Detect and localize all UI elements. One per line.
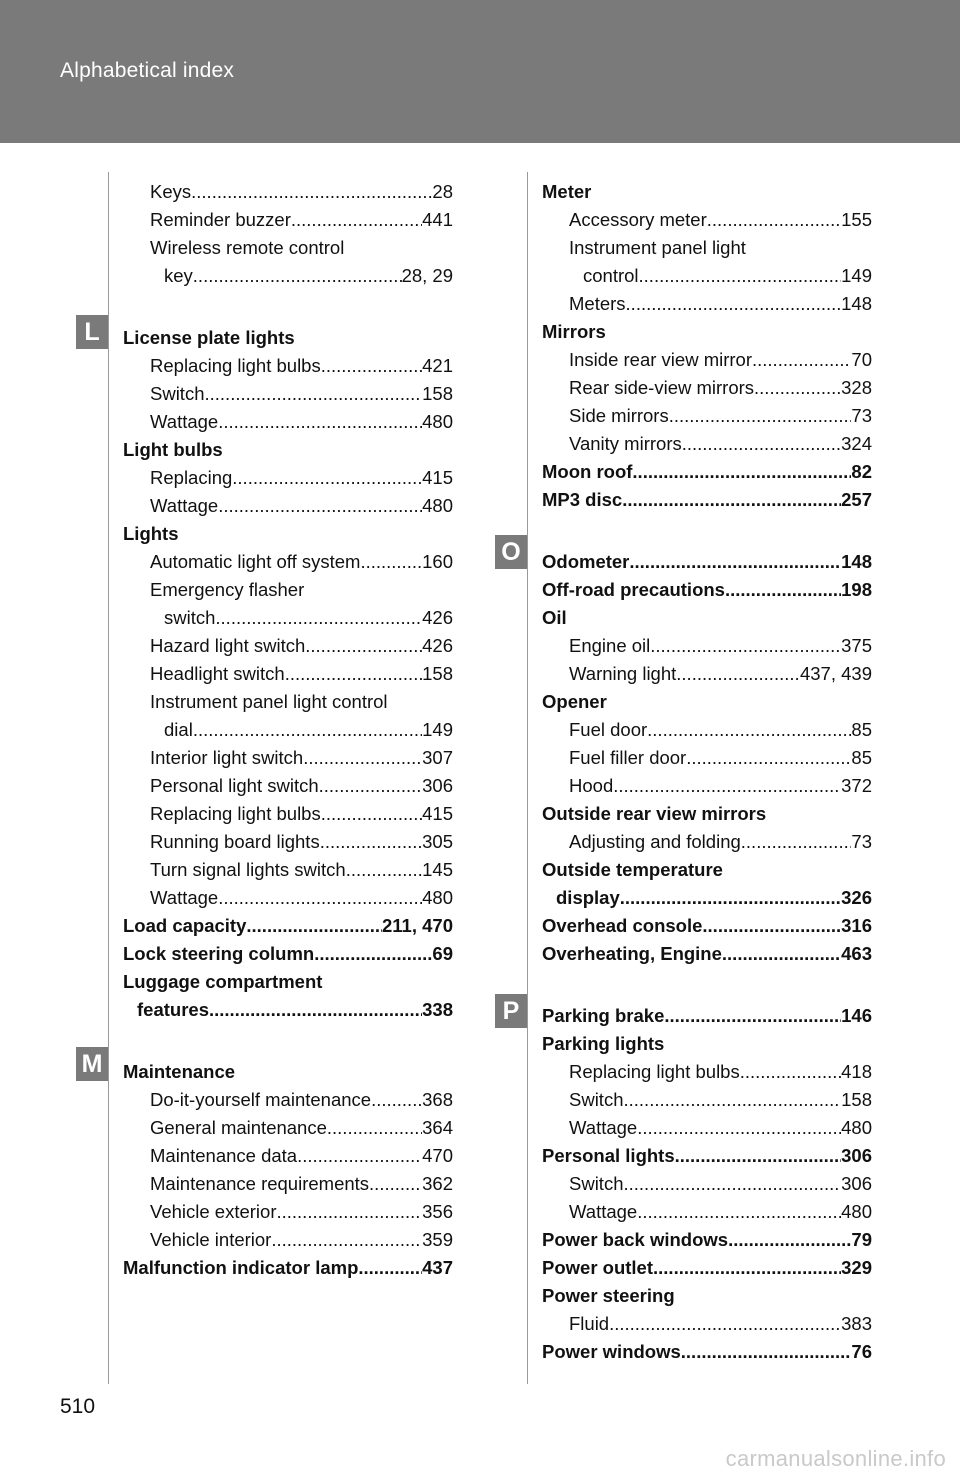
index-subheading: Emergency flasher <box>150 579 305 600</box>
index-entry: Maintenance requirements ..... 362 <box>123 1170 453 1198</box>
index-entry: Hazard light switch ..... 426 <box>123 632 453 660</box>
index-entry: Meters ..... 148 <box>542 290 872 318</box>
index-column-left <box>123 178 453 1282</box>
index-entry: Vehicle interior ..... 359 <box>123 1226 453 1254</box>
index-entry: Overheating, Engine ..... 463 <box>542 940 872 968</box>
index-entry: Wattage ..... 480 <box>123 492 453 520</box>
index-entry: Running board lights ..... 305 <box>123 828 453 856</box>
index-entry: Personal light switch ..... 306 <box>123 772 453 800</box>
index-heading: Parking lights <box>542 1033 665 1054</box>
index-entry: Vanity mirrors ..... 324 <box>542 430 872 458</box>
index-column-right <box>542 178 872 1366</box>
index-entry: Wattage ..... 480 <box>123 408 453 436</box>
header-title: Alphabetical index <box>60 59 235 82</box>
index-entry: Fluid ..... 383 <box>542 1310 872 1338</box>
index-entry: Switch ..... 158 <box>123 380 453 408</box>
index-entry: Reminder buzzer ..... 441 <box>123 206 453 234</box>
index-entry: key ..... 28, 29 <box>123 262 453 290</box>
index-entry: Replacing ..... 415 <box>123 464 453 492</box>
index-entry: Headlight switch ..... 158 <box>123 660 453 688</box>
index-entry: Warning light ..... 437, 439 <box>542 660 872 688</box>
index-heading: Meter <box>542 181 592 202</box>
index-entry: MP3 disc ..... 257 <box>542 486 872 514</box>
index-entry: Wattage ..... 480 <box>542 1198 872 1226</box>
index-heading: Mirrors <box>542 321 606 342</box>
section-tab-l: L <box>76 315 108 349</box>
index-entry: switch ..... 426 <box>123 604 453 632</box>
index-entry: display ..... 326 <box>542 884 872 912</box>
index-entry: Interior light switch ..... 307 <box>123 744 453 772</box>
index-entry: Overhead console ..... 316 <box>542 912 872 940</box>
index-entry: Keys ..... 28 <box>123 178 453 206</box>
left-column-divider <box>108 172 109 1384</box>
index-heading: Maintenance <box>123 1061 236 1082</box>
index-subheading: Instrument panel light control <box>150 691 388 712</box>
index-entry: Personal lights ..... 306 <box>542 1142 872 1170</box>
index-entry: control ..... 149 <box>542 262 872 290</box>
index-heading: Luggage compartment <box>123 971 323 992</box>
page-header <box>0 0 960 143</box>
index-entry: Power windows ..... 76 <box>542 1338 872 1366</box>
index-entry: Fuel filler door ..... 85 <box>542 744 872 772</box>
index-heading: Outside temperature <box>542 859 723 880</box>
index-entry: Wattage ..... 480 <box>542 1114 872 1142</box>
index-entry: General maintenance ..... 364 <box>123 1114 453 1142</box>
index-entry: Do-it-yourself maintenance ..... 368 <box>123 1086 453 1114</box>
page-number: 510 <box>60 1395 96 1418</box>
index-entry: Engine oil ..... 375 <box>542 632 872 660</box>
index-entry: dial ..... 149 <box>123 716 453 744</box>
index-entry: Inside rear view mirror ..... 70 <box>542 346 872 374</box>
section-tab-m: M <box>76 1047 108 1081</box>
section-tab-p: P <box>495 994 527 1028</box>
index-entry: Adjusting and folding ..... 73 <box>542 828 872 856</box>
index-heading: License plate lights <box>123 327 295 348</box>
index-entry: Moon roof ..... 82 <box>542 458 872 486</box>
index-entry: Odometer ..... 148 <box>542 548 872 576</box>
index-entry: Parking brake ..... 146 <box>542 1002 872 1030</box>
index-entry: Lock steering column ..... 69 <box>123 940 453 968</box>
index-entry: Rear side-view mirrors ..... 328 <box>542 374 872 402</box>
index-heading: Lights <box>123 523 179 544</box>
index-heading: Power steering <box>542 1285 675 1306</box>
index-entry: Replacing light bulbs ..... 418 <box>542 1058 872 1086</box>
index-entry: features ..... 338 <box>123 996 453 1024</box>
watermark: carmanualsonline.info <box>725 1446 946 1471</box>
index-entry: Power outlet ..... 329 <box>542 1254 872 1282</box>
index-entry: Power back windows ..... 79 <box>542 1226 872 1254</box>
index-entry: Malfunction indicator lamp ..... 437 <box>123 1254 453 1282</box>
index-entry: Replacing light bulbs ..... 421 <box>123 352 453 380</box>
index-entry: Vehicle exterior ..... 356 <box>123 1198 453 1226</box>
index-entry: Fuel door ..... 85 <box>542 716 872 744</box>
index-entry: Switch ..... 158 <box>542 1086 872 1114</box>
index-heading: Opener <box>542 691 607 712</box>
index-entry: Turn signal lights switch ..... 145 <box>123 856 453 884</box>
index-heading: Outside rear view mirrors <box>542 803 767 824</box>
index-entry: Replacing light bulbs ..... 415 <box>123 800 453 828</box>
index-entry: Automatic light off system ..... 160 <box>123 548 453 576</box>
index-entry: Accessory meter ..... 155 <box>542 206 872 234</box>
index-entry: Switch ..... 306 <box>542 1170 872 1198</box>
index-entry: Wattage ..... 480 <box>123 884 453 912</box>
index-heading: Oil <box>542 607 567 628</box>
center-column-divider <box>527 172 528 1384</box>
index-entry: Hood ..... 372 <box>542 772 872 800</box>
index-subheading: Wireless remote control <box>150 237 345 258</box>
index-entry: Load capacity ..... 211, 470 <box>123 912 453 940</box>
index-subheading: Instrument panel light <box>569 237 746 258</box>
index-heading: Light bulbs <box>123 439 223 460</box>
index-entry: Off-road precautions ..... 198 <box>542 576 872 604</box>
index-entry: Side mirrors ..... 73 <box>542 402 872 430</box>
index-entry: Maintenance data ..... 470 <box>123 1142 453 1170</box>
section-tab-o: O <box>495 535 527 569</box>
